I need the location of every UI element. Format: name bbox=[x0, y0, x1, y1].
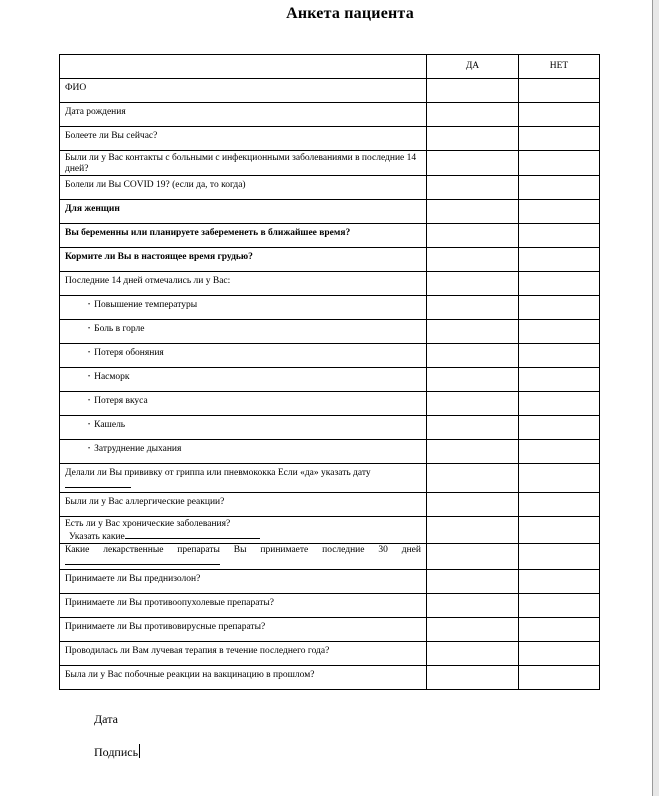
answer-yes-cell[interactable] bbox=[427, 296, 519, 320]
table-row bbox=[60, 79, 600, 103]
answer-yes-cell[interactable] bbox=[427, 666, 519, 690]
table-row bbox=[60, 151, 600, 176]
symptom-item: • Потеря вкуса bbox=[60, 392, 426, 407]
answer-no-cell[interactable] bbox=[519, 666, 600, 690]
table-row bbox=[60, 493, 600, 517]
question-cell bbox=[60, 544, 427, 570]
table-row bbox=[60, 224, 600, 248]
question-cell bbox=[60, 493, 427, 517]
question-text: Вы беременны или планируете забеременеть в ближайшее время? bbox=[65, 228, 351, 238]
table-row bbox=[60, 103, 600, 127]
answer-no-cell[interactable] bbox=[519, 200, 600, 224]
table-row bbox=[60, 272, 600, 296]
answer-no-cell[interactable] bbox=[519, 517, 600, 544]
question-cell bbox=[60, 296, 427, 320]
table-row bbox=[60, 618, 600, 642]
answer-yes-cell[interactable] bbox=[427, 368, 519, 392]
question-cell bbox=[60, 127, 427, 151]
answer-yes-cell[interactable] bbox=[427, 464, 519, 493]
questionnaire-table bbox=[59, 54, 600, 690]
question-text: Были ли у Вас контакты с больными с инфекционными заболеваниями в последние 14 дней? bbox=[65, 153, 417, 174]
question-text: Была ли у Вас побочные реакции на вакцинацию в прошлом? bbox=[65, 670, 315, 680]
answer-yes-cell[interactable] bbox=[427, 618, 519, 642]
answer-no-cell[interactable] bbox=[519, 416, 600, 440]
table-header-row bbox=[60, 55, 600, 79]
question-cell bbox=[60, 517, 427, 544]
answer-no-cell[interactable] bbox=[519, 594, 600, 618]
table-row bbox=[60, 296, 600, 320]
date-blank-line[interactable] bbox=[60, 479, 426, 492]
answer-no-cell[interactable] bbox=[519, 368, 600, 392]
table-row bbox=[60, 544, 600, 570]
table-row bbox=[60, 176, 600, 200]
question-text: Принимаете ли Вы преднизолон? bbox=[65, 574, 201, 584]
question-text: Есть ли у Вас хронические заболевания? bbox=[65, 519, 231, 529]
question-text: Последние 14 дней отмечались ли у Вас: bbox=[65, 276, 231, 286]
question-cell bbox=[60, 416, 427, 440]
table-row bbox=[60, 392, 600, 416]
answer-yes-cell[interactable] bbox=[427, 127, 519, 151]
table-row bbox=[60, 344, 600, 368]
answer-no-cell[interactable] bbox=[519, 392, 600, 416]
signature-label: Подпись bbox=[94, 745, 139, 759]
table-row bbox=[60, 594, 600, 618]
header-question-cell bbox=[60, 55, 427, 79]
answer-no-cell[interactable] bbox=[519, 320, 600, 344]
answer-no-cell[interactable] bbox=[519, 103, 600, 127]
question-cell bbox=[60, 79, 427, 103]
question-cell bbox=[60, 464, 427, 493]
answer-yes-cell[interactable] bbox=[427, 493, 519, 517]
table-row bbox=[60, 248, 600, 272]
answer-yes-cell[interactable] bbox=[427, 200, 519, 224]
table-row bbox=[60, 320, 600, 344]
specify-line[interactable] bbox=[60, 530, 426, 543]
answer-no-cell[interactable] bbox=[519, 151, 600, 176]
symptom-item: • Боль в горле bbox=[60, 320, 426, 335]
answer-no-cell[interactable] bbox=[519, 570, 600, 594]
question-cell bbox=[60, 224, 427, 248]
specify-label: Указать какие bbox=[69, 532, 125, 542]
answer-no-cell[interactable] bbox=[519, 440, 600, 464]
table-row bbox=[60, 200, 600, 224]
answer-no-cell[interactable] bbox=[519, 344, 600, 368]
answer-yes-cell[interactable] bbox=[427, 248, 519, 272]
answer-yes-cell[interactable] bbox=[427, 151, 519, 176]
question-text: Принимаете ли Вы противоопухолевые препараты? bbox=[65, 598, 274, 608]
answer-no-cell[interactable] bbox=[519, 272, 600, 296]
answer-no-cell[interactable] bbox=[519, 224, 600, 248]
answer-yes-cell[interactable] bbox=[427, 176, 519, 200]
question-cell bbox=[60, 248, 427, 272]
question-text: Проводилась ли Вам лучевая терапия в течение последнего года? bbox=[65, 646, 330, 656]
question-text: Принимаете ли Вы противовирусные препараты? bbox=[65, 622, 266, 632]
table-row bbox=[60, 570, 600, 594]
answer-no-cell[interactable] bbox=[519, 618, 600, 642]
symptom-item: • Повышение температуры bbox=[60, 296, 426, 311]
answer-no-cell[interactable] bbox=[519, 176, 600, 200]
table-row bbox=[60, 127, 600, 151]
question-text: Болеете ли Вы сейчас? bbox=[65, 131, 158, 141]
symptom-item: • Затруднение дыхания bbox=[60, 440, 426, 455]
answer-yes-cell[interactable] bbox=[427, 642, 519, 666]
answer-yes-cell[interactable] bbox=[427, 440, 519, 464]
answer-yes-cell[interactable] bbox=[427, 544, 519, 570]
question-cell bbox=[60, 618, 427, 642]
question-cell bbox=[60, 368, 427, 392]
question-cell bbox=[60, 440, 427, 464]
answer-yes-cell[interactable] bbox=[427, 594, 519, 618]
header-no: НЕТ bbox=[519, 55, 600, 79]
answer-yes-cell[interactable] bbox=[427, 79, 519, 103]
date-label: Дата bbox=[94, 712, 118, 726]
answer-no-cell[interactable] bbox=[519, 544, 600, 570]
question-cell bbox=[60, 666, 427, 690]
table-row bbox=[60, 464, 600, 493]
symptom-item: • Потеря обоняния bbox=[60, 344, 426, 359]
symptom-item: • Насморк bbox=[60, 368, 426, 383]
question-cell bbox=[60, 320, 427, 344]
answer-yes-cell[interactable] bbox=[427, 344, 519, 368]
question-cell bbox=[60, 570, 427, 594]
answer-no-cell[interactable] bbox=[519, 296, 600, 320]
symptom-item: • Кашель bbox=[60, 416, 426, 431]
section-heading: Для женщин bbox=[65, 204, 120, 214]
answer-no-cell[interactable] bbox=[519, 127, 600, 151]
question-text: Кормите ли Вы в настоящее время грудью? bbox=[65, 252, 253, 262]
question-text: Какие лекарственные препараты Вы принимаете последние 30 дней bbox=[65, 545, 421, 555]
table-row bbox=[60, 416, 600, 440]
question-cell bbox=[60, 272, 427, 296]
header-yes: ДА bbox=[427, 55, 519, 79]
answer-no-cell[interactable] bbox=[519, 248, 600, 272]
question-text: Были ли у Вас аллергические реакции? bbox=[65, 497, 225, 507]
table-row bbox=[60, 666, 600, 690]
question-cell bbox=[60, 151, 427, 176]
answer-no-cell[interactable] bbox=[519, 464, 600, 493]
medications-blank-line[interactable] bbox=[60, 556, 426, 569]
question-cell bbox=[60, 594, 427, 618]
answer-yes-cell[interactable] bbox=[427, 272, 519, 296]
page-title: Анкета пациента bbox=[286, 5, 414, 22]
table-row bbox=[60, 642, 600, 666]
answer-yes-cell[interactable] bbox=[427, 570, 519, 594]
question-text: Дата рождения bbox=[65, 107, 126, 117]
answer-no-cell[interactable] bbox=[519, 642, 600, 666]
question-cell bbox=[60, 344, 427, 368]
question-cell bbox=[60, 642, 427, 666]
table-row bbox=[60, 368, 600, 392]
question-text: Болели ли Вы COVID 19? (если да, то когда) bbox=[65, 180, 246, 190]
question-cell bbox=[60, 103, 427, 127]
question-cell bbox=[60, 176, 427, 200]
answer-no-cell[interactable] bbox=[519, 79, 600, 103]
question-cell bbox=[60, 392, 427, 416]
question-text: ФИО bbox=[65, 83, 87, 93]
answer-yes-cell[interactable] bbox=[427, 416, 519, 440]
table-row bbox=[60, 517, 600, 544]
text-cursor bbox=[139, 744, 140, 758]
question-text: Делали ли Вы прививку от гриппа или пневмококка Если «да» указать дату bbox=[65, 468, 371, 478]
question-cell bbox=[60, 200, 427, 224]
answer-yes-cell[interactable] bbox=[427, 224, 519, 248]
answer-yes-cell[interactable] bbox=[427, 517, 519, 544]
answer-no-cell[interactable] bbox=[519, 493, 600, 517]
answer-yes-cell[interactable] bbox=[427, 103, 519, 127]
signature-line[interactable] bbox=[94, 744, 140, 760]
answer-yes-cell[interactable] bbox=[427, 392, 519, 416]
table-row bbox=[60, 440, 600, 464]
answer-yes-cell[interactable] bbox=[427, 320, 519, 344]
